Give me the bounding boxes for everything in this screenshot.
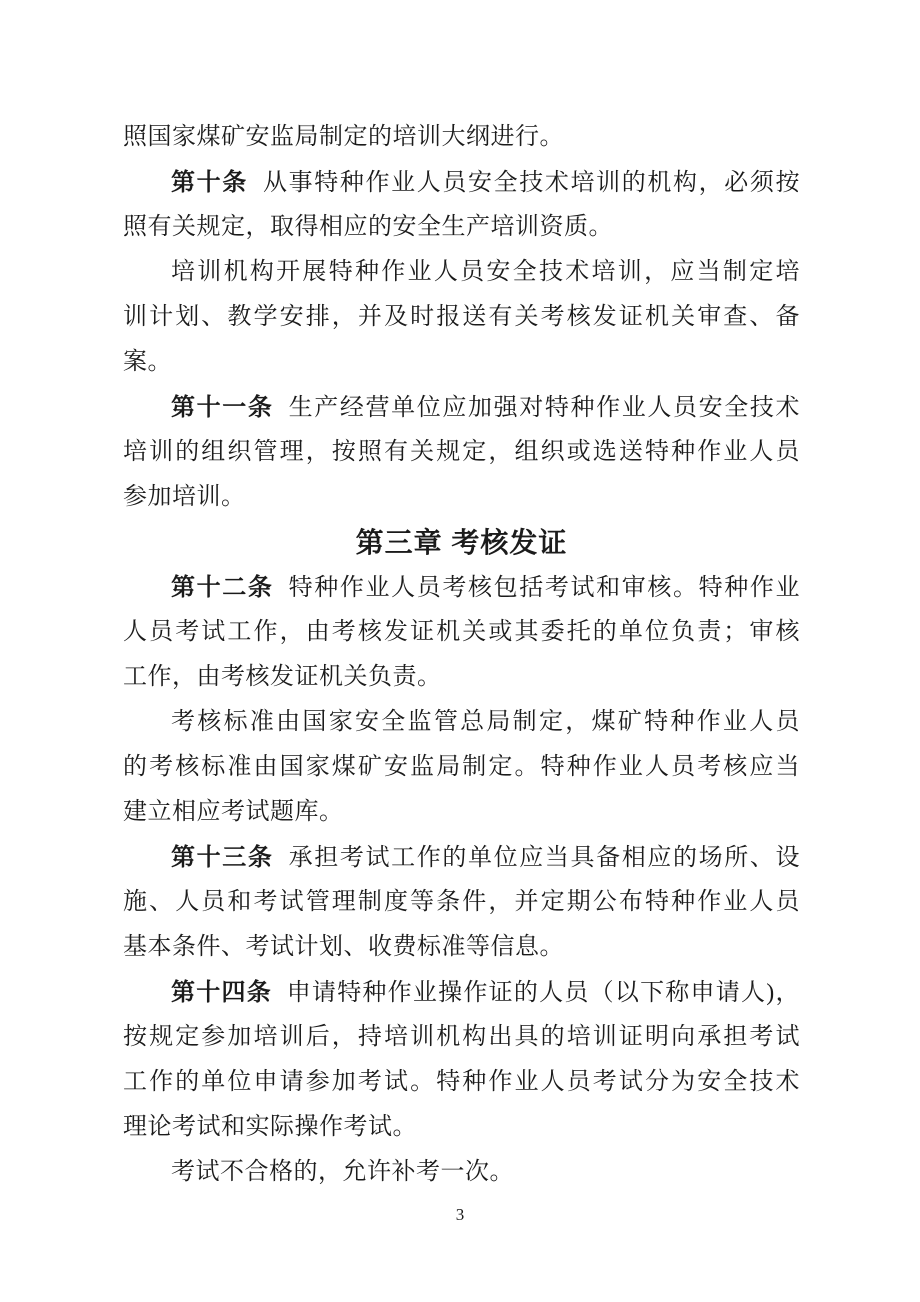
- line-text: 生产经营单位应加强对特种作业人员安全技术: [287, 395, 800, 421]
- text-line: 基本条件、考试计划、收费标准等信息。: [123, 934, 564, 960]
- text-line: 培训的组织管理，按照有关规定，组织或选送特种作业人员: [123, 439, 800, 465]
- text-line: 案。: [123, 349, 172, 375]
- article-number: 第十四条: [171, 979, 272, 1006]
- text-line: 施、人员和考试管理制度等条件，并定期公布特种作业人员: [123, 889, 800, 915]
- text-line: [123, 565, 800, 610]
- text-line: 训计划、教学安排，并及时报送有关考核发证机关审查、备: [123, 304, 800, 330]
- text-line: 人员考试工作，由考核发证机关或其委托的单位负责；审核: [123, 619, 800, 645]
- article-number: 第十一条: [171, 394, 274, 421]
- line-text: 申请特种作业操作证的人员（以下称申请人)，: [285, 980, 800, 1006]
- text-line: [123, 970, 800, 1015]
- text-line: 参加培训。: [123, 484, 246, 510]
- line-text: 承担考试工作的单位应当具备相应的场所、设: [287, 845, 800, 871]
- article-number: 第十条: [171, 169, 248, 196]
- text-line: 工作，由考核发证机关负责。: [123, 664, 442, 690]
- text-line: 照国家煤矿安监局制定的培训大纲进行。: [123, 124, 564, 150]
- text-line: [123, 385, 800, 430]
- page-number: 3: [455, 1205, 465, 1224]
- text-line: [123, 160, 800, 205]
- article-number: 第十三条: [171, 844, 274, 871]
- text-line: 照有关规定，取得相应的安全生产培训资质。: [123, 214, 613, 240]
- article-number: 第十二条: [171, 574, 274, 601]
- chapter-heading: 第三章 考核发证: [355, 527, 568, 558]
- line-text: 特种作业人员考核包括考试和审核。特种作业: [287, 575, 800, 601]
- text-line: 建立相应考试题库。: [123, 799, 344, 825]
- text-line: 按规定参加培训后，持培训机构出具的培训证明向承担考试: [123, 1024, 800, 1050]
- text-line: 的考核标准由国家煤矿安监局制定。特种作业人员考核应当: [123, 754, 800, 780]
- text-line: 培训机构开展特种作业人员安全技术培训，应当制定培: [171, 259, 800, 285]
- text-line: 理论考试和实际操作考试。: [123, 1114, 417, 1140]
- line-text: 从事特种作业人员安全技术培训的机构，必须按: [261, 170, 800, 196]
- text-line: 考核标准由国家安全监管总局制定，煤矿特种作业人员: [171, 709, 800, 735]
- text-line: [123, 835, 800, 880]
- text-line: 考试不合格的，允许补考一次。: [171, 1159, 514, 1185]
- document-body: [123, 115, 800, 1195]
- text-line: 工作的单位申请参加考试。特种作业人员考试分为安全技术: [123, 1069, 800, 1095]
